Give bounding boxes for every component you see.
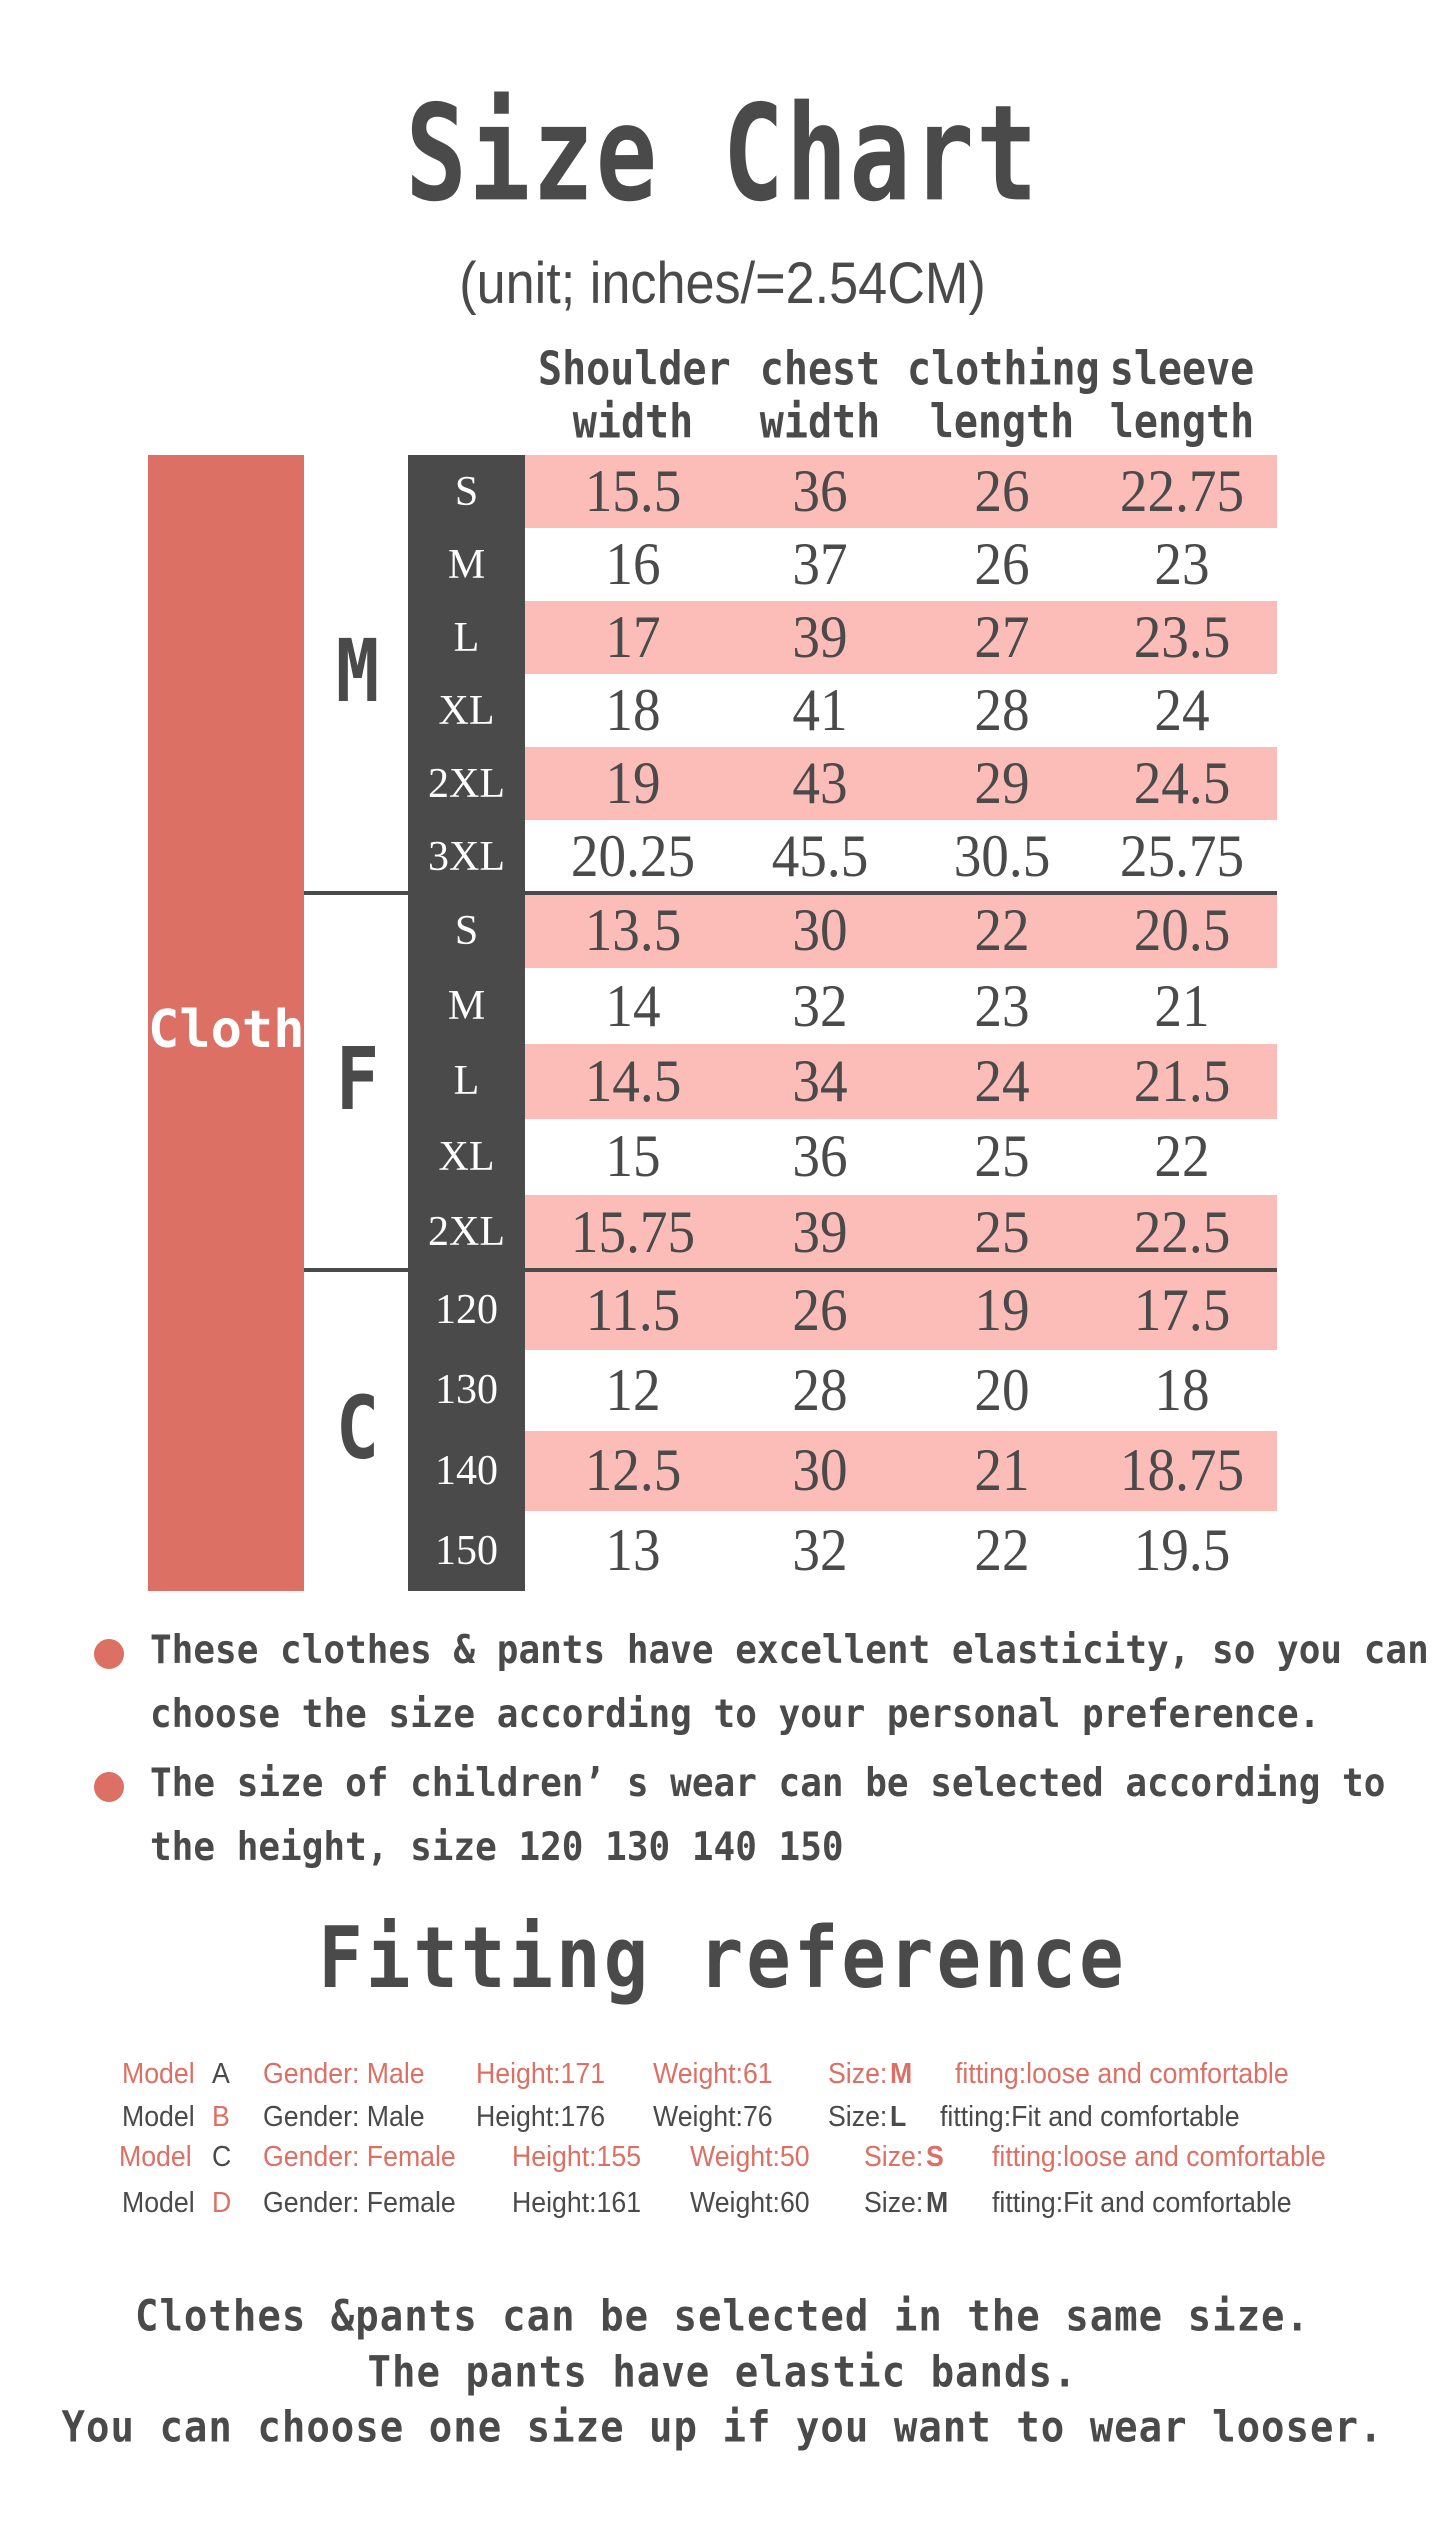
model-fitting: fitting:Fit and comfortable [991,2187,1292,2219]
value-cell: 17.5 [1133,1276,1231,1343]
bottom-line: You can choose one size up if you want to wear looser. [61,2402,1384,2453]
value-cell: 17 [605,604,661,670]
model-weight: Weight:76 [652,2101,773,2133]
size-cell: L [453,1058,480,1105]
group-label: C [335,1377,380,1478]
value-cell: 30 [792,897,848,964]
size-cell: M [447,541,486,588]
model-row [0,2058,1329,2098]
model-fitting: fitting:loose and comfortable [991,2141,1326,2173]
size-cell: L [453,614,480,661]
value-cell: 21.5 [1133,1047,1231,1114]
model-fitting: fitting:Fit and comfortable [939,2101,1240,2133]
size-cell: S [454,907,479,954]
value-cell: 13 [605,1517,661,1584]
value-cell: 36 [792,458,848,524]
value-cell: 36 [792,1123,848,1190]
model-size: M [925,2187,949,2219]
value-cell: 24 [1154,677,1210,743]
group-divider [304,891,1277,895]
value-cell: 23 [974,972,1030,1039]
note-text: These clothes & pants have excellent elasticity, so you can choose the size according to your personal preference. [150,1627,1429,1737]
model-gender: Gender: Male [262,2101,425,2133]
model-letter: A [211,2058,230,2090]
model-model: Model [121,2187,195,2219]
value-cell: 45.5 [771,823,869,889]
model-size: M [889,2058,913,2090]
value-cell: 18.75 [1119,1437,1245,1504]
value-cell: 20.25 [570,823,696,889]
table-row [408,1195,1277,1270]
model-size-label: Size: [828,2058,888,2090]
value-cell: 11.5 [585,1276,681,1343]
bullet-icon [94,1772,124,1802]
header-line: Shoulder [538,343,731,396]
value-cell: 22 [974,897,1030,964]
unit-subtitle: (unit; inches/=2.54CM) [459,251,986,316]
value-cell: 30.5 [953,823,1051,889]
size-cell: XL [438,1133,495,1180]
value-cell: 39 [792,604,848,670]
model-height: Height:161 [511,2187,642,2219]
note-text: The size of children’ s wear can be selected according to the height, size 120 130 140 150 [150,1760,1386,1870]
value-cell: 26 [974,458,1030,524]
value-cell: 23.5 [1133,604,1231,670]
header-line: length [929,396,1075,449]
table-row [408,968,1277,1043]
value-cell: 23 [1154,531,1210,597]
model-weight: Weight:50 [690,2141,810,2173]
model-size-label: Size: [863,2187,924,2219]
value-cell: 43 [792,750,848,816]
value-cell: 15 [605,1123,661,1190]
model-fitting: fitting:loose and comfortable [954,2058,1289,2090]
value-cell: 28 [974,677,1030,743]
value-cell: 22 [974,1517,1030,1584]
table-row [408,893,1277,968]
value-cell: 41 [792,677,848,743]
header-line: sleeve [1109,343,1255,396]
value-cell: 19 [605,750,661,816]
model-size-label: Size: [828,2101,888,2133]
model-letter: B [211,2101,230,2133]
group-label: M [335,620,380,722]
value-cell: 34 [792,1047,848,1114]
model-height: Height:171 [475,2058,606,2090]
model-gender: Gender: Male [262,2058,425,2090]
value-cell: 12.5 [584,1437,682,1504]
model-letter: C [211,2141,232,2173]
size-cell: 2XL [428,1209,505,1256]
header-chest-width [725,343,915,449]
table-row [408,820,1277,893]
value-cell: 32 [792,972,848,1039]
table-row [408,747,1277,820]
value-cell: 16 [605,531,661,597]
value-cell: 19.5 [1133,1517,1231,1584]
size-cell: 150 [435,1527,498,1574]
size-cell: S [454,468,479,515]
table-row [408,1044,1277,1119]
model-row [0,2141,1329,2181]
value-cell: 37 [792,531,848,597]
fitting-title: Fitting reference [318,1908,1127,2008]
model-size: S [925,2141,944,2173]
value-cell: 19 [974,1276,1030,1343]
header-shoulder-width [538,343,731,449]
table-row [408,1119,1277,1194]
model-weight: Weight:60 [690,2187,810,2219]
bottom-line: The pants have elastic bands. [367,2347,1078,2398]
model-row [0,2101,1329,2141]
header-line: length [1109,396,1255,449]
value-cell: 13.5 [584,897,682,964]
page-title: Size Chart [405,77,1040,232]
value-cell: 28 [792,1356,848,1423]
size-cell: 140 [435,1447,498,1494]
bottom-line: Clothes &pants can be selected in the same size. [134,2291,1311,2342]
table-row [408,601,1277,674]
value-cell: 29 [974,750,1030,816]
value-cell: 26 [792,1276,848,1343]
model-model: Model [118,2141,192,2173]
value-cell: 22.5 [1133,1198,1231,1265]
value-cell: 21 [1154,972,1210,1039]
value-cell: 25 [974,1123,1030,1190]
value-cell: 20.5 [1133,897,1231,964]
header-line: clothing [907,343,1100,396]
model-row [0,2187,1329,2227]
header-sleeve-length [1087,343,1277,449]
size-cell: 2XL [428,760,505,807]
header-clothing-length [907,343,1100,449]
model-gender: Gender: Female [262,2187,456,2219]
value-cell: 20 [974,1356,1030,1423]
group-divider [304,1268,1277,1272]
value-cell: 26 [974,531,1030,597]
table-row [408,1270,1277,1350]
model-height: Height:176 [475,2101,606,2133]
value-cell: 18 [1154,1356,1210,1423]
table-row [408,1511,1277,1591]
value-cell: 30 [792,1437,848,1504]
value-cell: 24.5 [1133,750,1231,816]
value-cell: 25 [974,1198,1030,1265]
table-row [408,1350,1277,1430]
table-row [408,455,1277,528]
table-row [408,1431,1277,1511]
table-row [408,528,1277,601]
model-height: Height:155 [511,2141,642,2173]
model-model: Model [121,2058,195,2090]
model-size: L [889,2101,907,2133]
group-label: F [335,1028,380,1129]
value-cell: 27 [974,604,1030,670]
value-cell: 15.5 [584,458,682,524]
value-cell: 18 [605,677,661,743]
table-row [408,674,1277,747]
size-cell: 3XL [428,833,505,880]
model-gender: Gender: Female [262,2141,456,2173]
value-cell: 12 [605,1356,661,1423]
value-cell: 22.75 [1119,458,1245,524]
value-cell: 25.75 [1119,823,1245,889]
value-cell: 22 [1154,1123,1210,1190]
value-cell: 15.75 [570,1198,696,1265]
value-cell: 32 [792,1517,848,1584]
model-weight: Weight:61 [652,2058,773,2090]
value-cell: 14.5 [584,1047,682,1114]
category-label: Cloth [148,1000,305,1060]
header-line: width [759,396,881,449]
bullet-icon [94,1639,124,1669]
size-cell: 120 [435,1287,498,1334]
value-cell: 14 [605,972,661,1039]
size-cell: XL [438,687,495,734]
value-cell: 24 [974,1047,1030,1114]
model-letter: D [211,2187,232,2219]
model-model: Model [121,2101,195,2133]
header-line: width [572,396,694,449]
size-cell: 130 [435,1367,498,1414]
model-size-label: Size: [863,2141,924,2173]
value-cell: 21 [974,1437,1030,1504]
size-cell: M [447,983,486,1030]
value-cell: 39 [792,1198,848,1265]
header-line: chest [759,343,881,396]
